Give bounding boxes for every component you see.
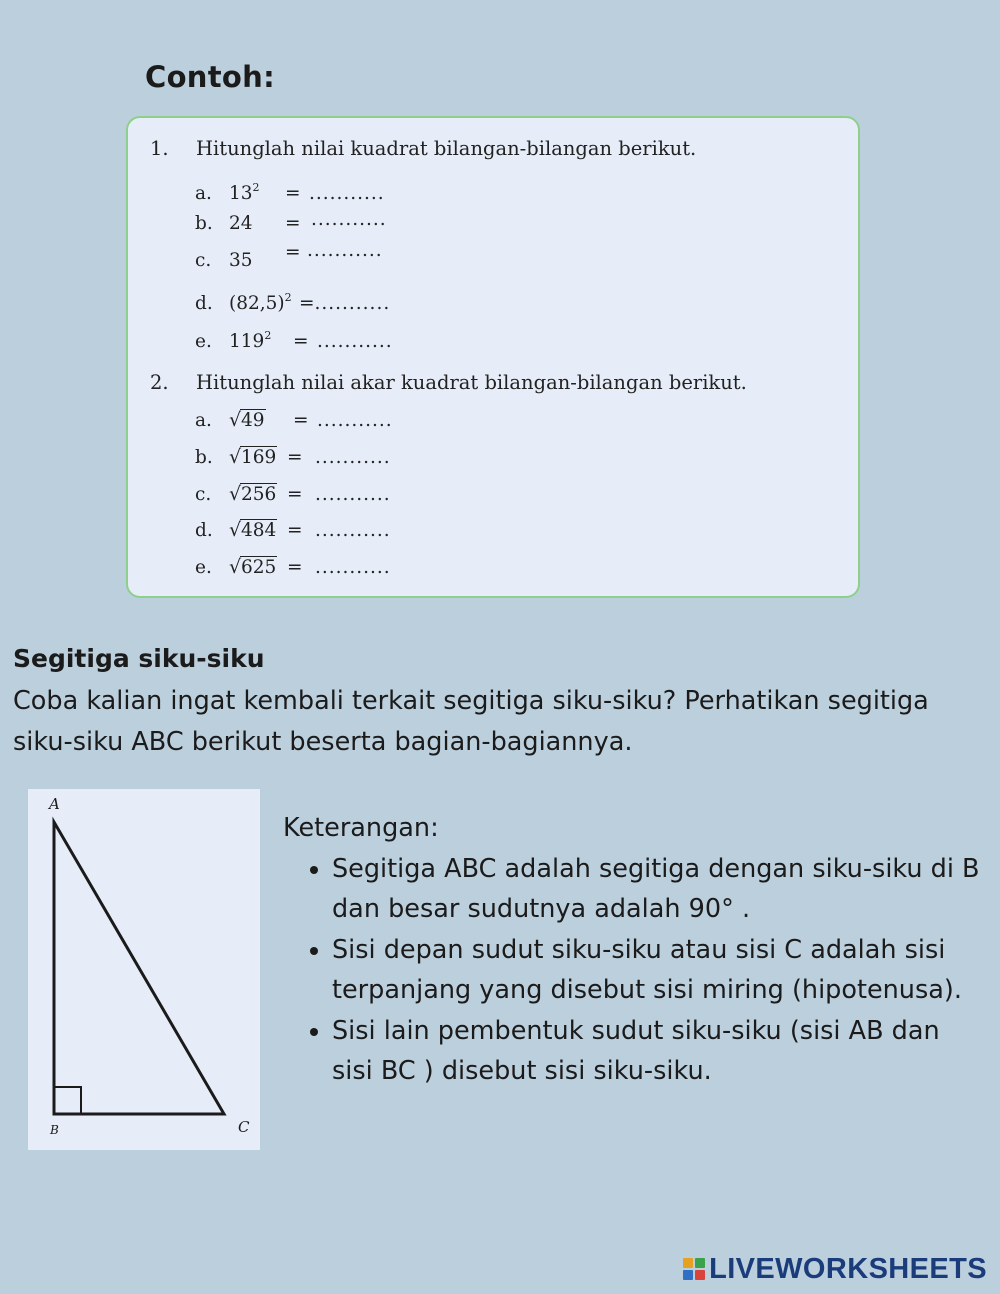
- liveworksheets-logo-icon: [683, 1258, 705, 1280]
- right-angle-marker: [54, 1087, 81, 1114]
- vertex-label-a: A: [49, 795, 60, 813]
- q1-item-e: [195, 323, 393, 352]
- q2-item-c: [195, 482, 391, 508]
- logo-square: [683, 1258, 693, 1268]
- equals-sign: =: [285, 242, 301, 263]
- logo-square: [695, 1258, 705, 1268]
- question-1-title: [150, 137, 696, 160]
- keterangan-bullet: • Segitiga ABC adalah segitiga dengan siku-siku di B dan besar sudutnya adalah 90° .: [332, 849, 983, 930]
- keterangan-section: [283, 808, 983, 1092]
- radical-sign: √: [229, 446, 242, 468]
- answer-blank[interactable]: ...........: [307, 240, 383, 261]
- vertex-label-b: B: [50, 1123, 59, 1137]
- keterangan-list: [283, 849, 983, 1092]
- radical-sign: √: [229, 409, 242, 431]
- equals-sign: =: [287, 520, 303, 541]
- equals-sign: =: [299, 293, 315, 314]
- item-letter: a.: [195, 410, 212, 431]
- item-expression: √ 484: [229, 519, 277, 541]
- exercise-box: [126, 116, 860, 598]
- equals-sign: =: [293, 331, 309, 352]
- answer-blank[interactable]: ...........: [315, 484, 391, 505]
- equals-sign: =: [285, 213, 301, 234]
- radical-sign: √: [229, 556, 242, 578]
- answer-blank[interactable]: ...........: [317, 410, 393, 431]
- keterangan-bullet: • Sisi lain pembentuk sudut siku-siku (sisi AB dan sisi BC ) disebut sisi siku-siku.: [332, 1011, 983, 1092]
- triangle-diagram: [28, 789, 260, 1150]
- segitiga-heading: Segitiga siku-siku: [13, 644, 265, 673]
- item-letter: d.: [195, 520, 213, 541]
- triangle-shape: [54, 822, 224, 1114]
- item-expression: $119^2$: [229, 329, 272, 352]
- answer-blank[interactable]: ...........: [311, 209, 387, 230]
- equals-sign: =: [285, 183, 301, 204]
- item-expression: √ 625: [229, 556, 277, 578]
- item-letter: c.: [195, 484, 212, 505]
- item-letter: b.: [195, 213, 213, 234]
- equals-sign: =: [287, 484, 303, 505]
- q1-item-b: [195, 211, 387, 237]
- answer-blank[interactable]: ...........: [317, 331, 393, 352]
- item-letter: e.: [195, 557, 212, 578]
- q2-item-b: [195, 445, 391, 471]
- equals-sign: =: [287, 557, 303, 578]
- keterangan-title: Keterangan:: [283, 813, 439, 843]
- item-expression: √ 256: [229, 483, 277, 505]
- q2-item-e: [195, 555, 391, 581]
- question-1-number: 1.: [150, 137, 169, 160]
- equals-sign: =: [287, 447, 303, 468]
- q1-item-c: [195, 240, 383, 274]
- item-expression: $13^2$: [229, 181, 260, 204]
- logo-square: [695, 1270, 705, 1280]
- item-letter: d.: [195, 293, 213, 314]
- item-letter: c.: [195, 250, 212, 271]
- radical-sign: √: [229, 519, 242, 541]
- radical-sign: √: [229, 483, 242, 505]
- answer-blank[interactable]: ...........: [315, 447, 391, 468]
- vertex-label-c: C: [238, 1118, 250, 1136]
- item-expression: 24: [229, 213, 253, 234]
- triangle-svg: [28, 789, 260, 1150]
- question-2-text: Hitunglah nilai akar kuadrat bilangan-bilangan berikut.: [196, 371, 747, 394]
- keterangan-bullet: • Sisi depan sudut siku-siku atau sisi C adalah sisi terpanjang yang disebut sisi miring (hipotenusa).: [332, 930, 983, 1011]
- answer-blank[interactable]: ...........: [315, 520, 391, 541]
- intro-paragraph: Coba kalian ingat kembali terkait segitiga siku-siku? Perhatikan segitiga siku-siku ABC berikut beserta bagian-bagiannya.: [13, 686, 929, 757]
- answer-blank[interactable]: ...........: [315, 557, 391, 578]
- watermark-text: LIVEWORKSHEETS: [709, 1252, 987, 1285]
- answer-blank[interactable]: ...........: [309, 183, 385, 204]
- contoh-heading: Contoh:: [145, 60, 275, 94]
- item-letter: a.: [195, 183, 212, 204]
- q2-item-a: [195, 408, 393, 434]
- q2-item-d: [195, 518, 391, 544]
- logo-square: [683, 1270, 693, 1280]
- equals-sign: =: [293, 410, 309, 431]
- question-1-text: Hitunglah nilai kuadrat bilangan-bilangan berikut.: [196, 137, 697, 160]
- item-expression: $(82,5)^2$: [229, 291, 292, 314]
- item-expression: 35: [229, 250, 253, 271]
- question-2-title: [150, 371, 747, 394]
- q1-item-d: [195, 285, 391, 314]
- item-letter: e.: [195, 331, 212, 352]
- liveworksheets-watermark: [683, 1253, 987, 1285]
- item-letter: b.: [195, 447, 213, 468]
- item-expression: √ 49: [229, 409, 265, 431]
- answer-blank[interactable]: ...........: [314, 293, 391, 314]
- q1-item-a: [195, 175, 385, 204]
- item-expression: √ 169: [229, 446, 277, 468]
- question-2-number: 2.: [150, 371, 169, 394]
